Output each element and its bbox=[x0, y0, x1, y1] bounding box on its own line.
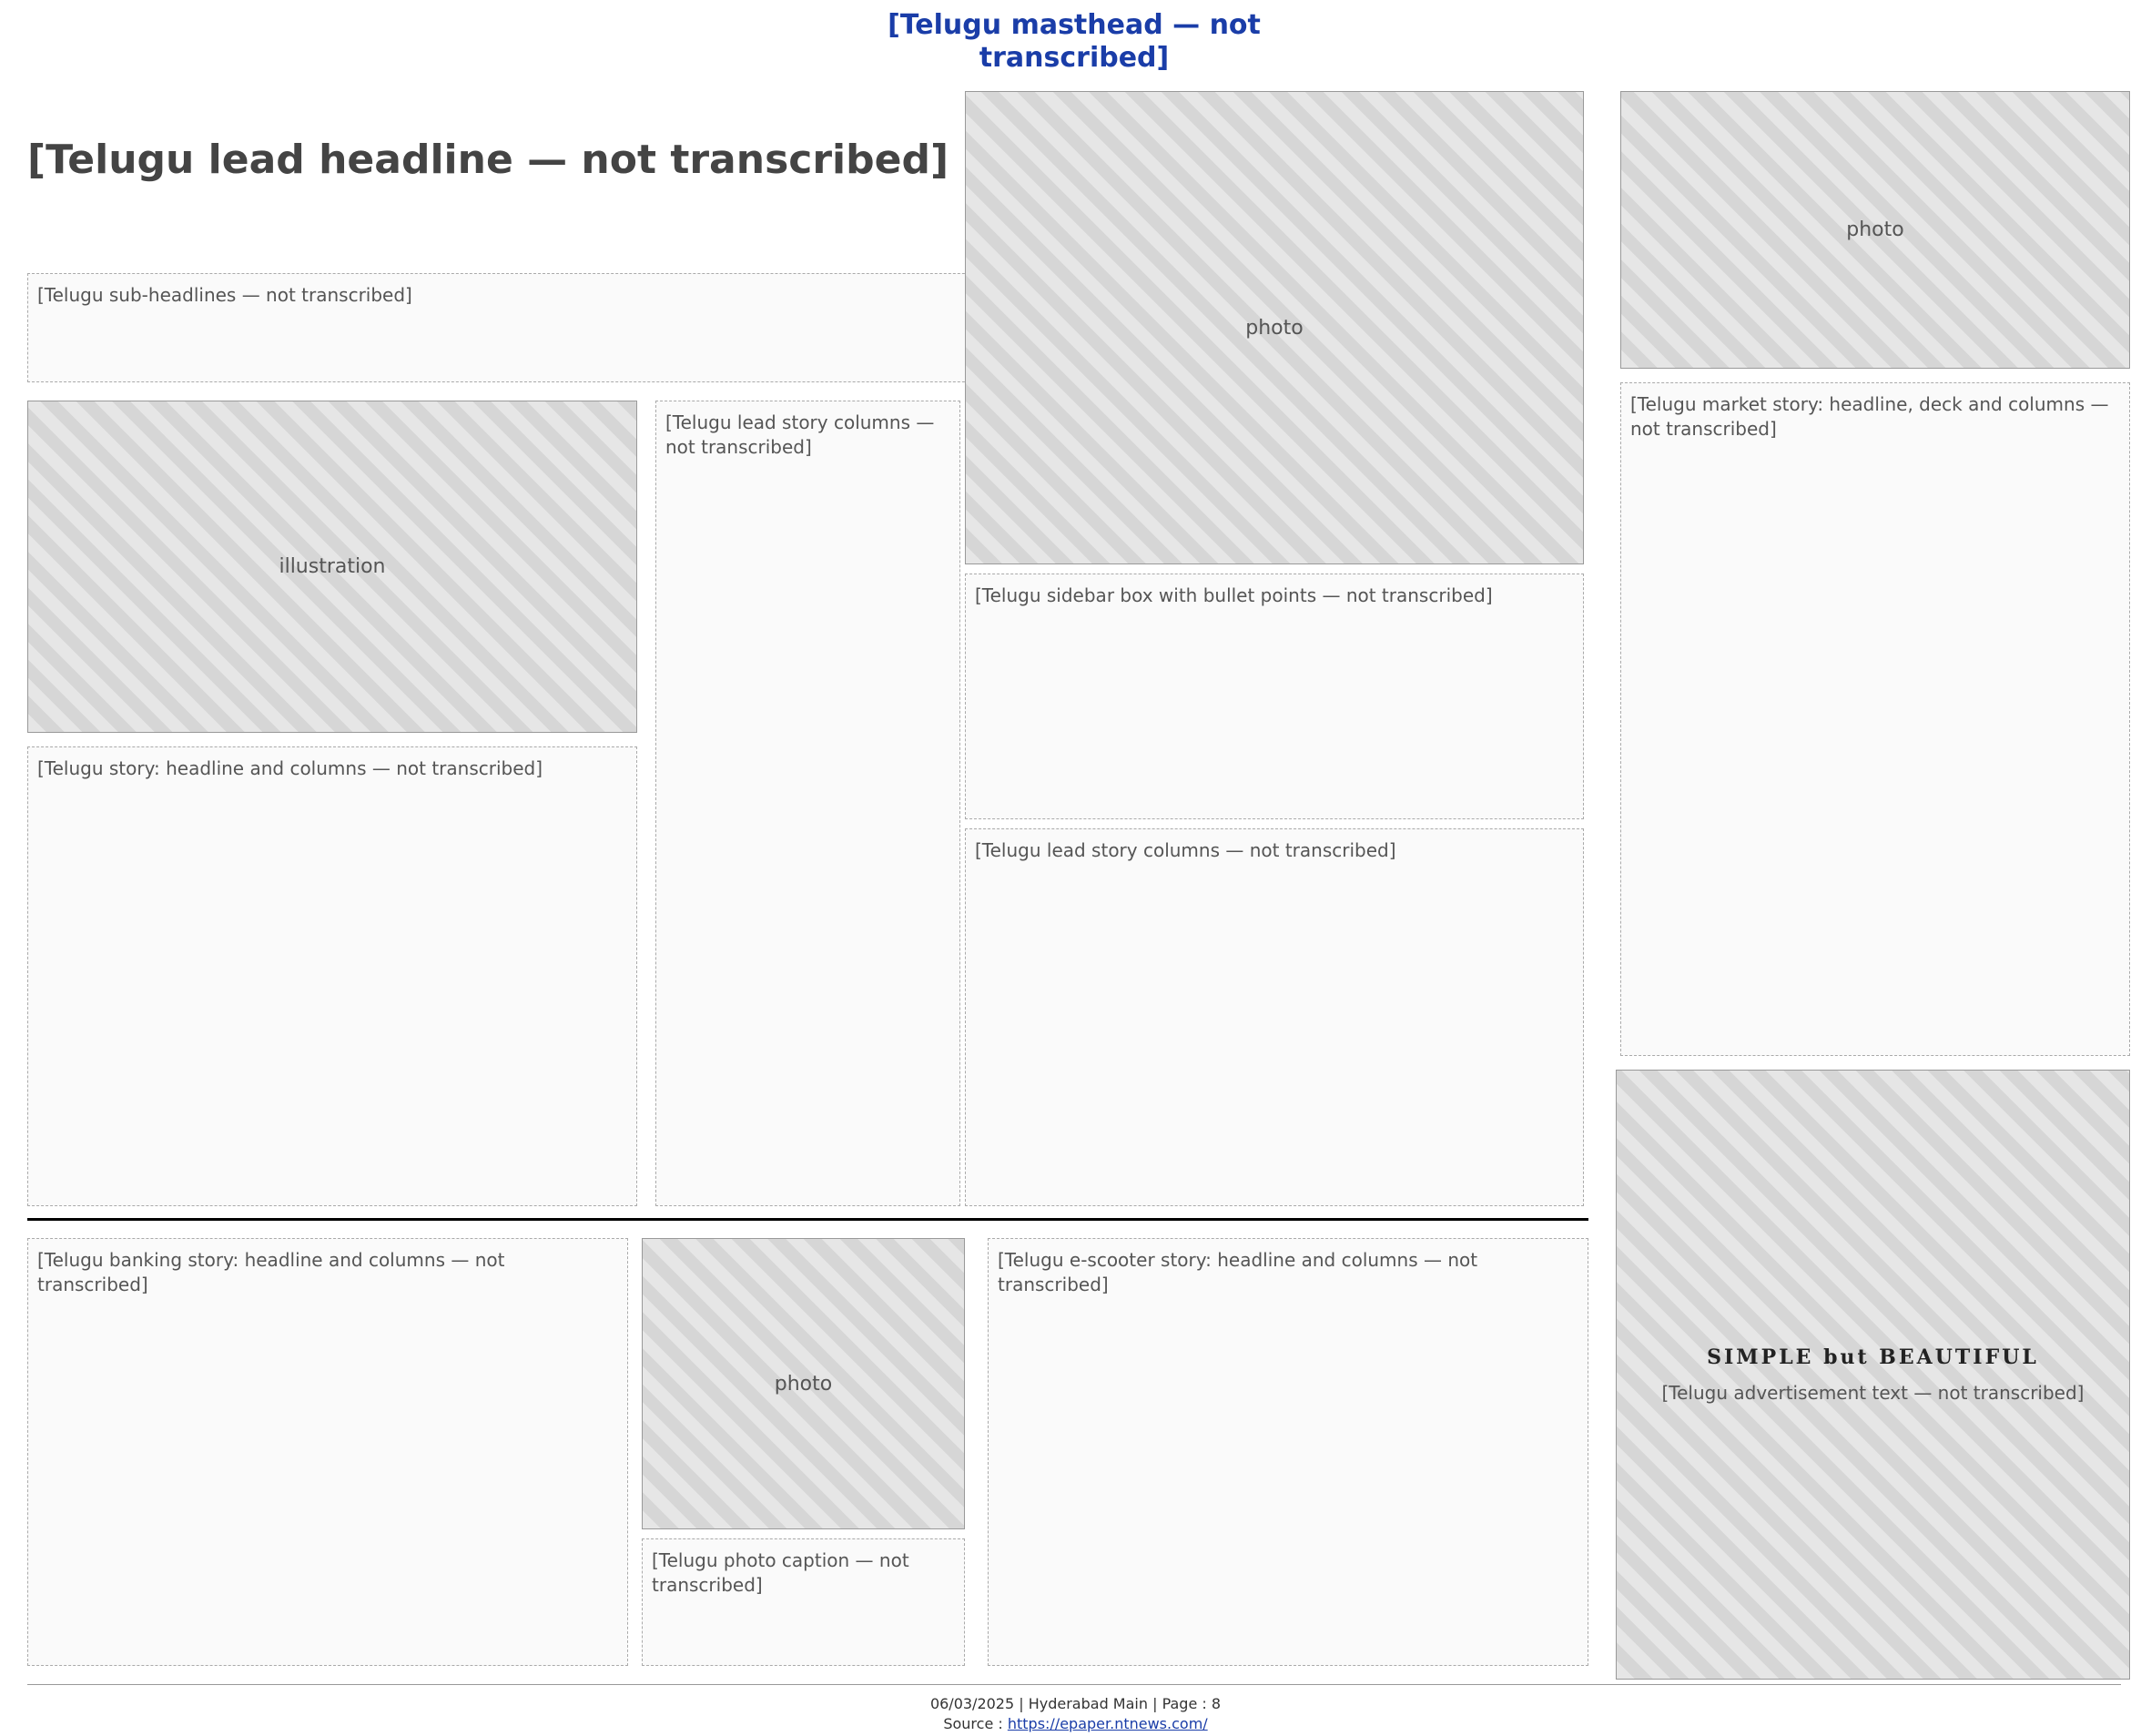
car-caption: [Telugu photo caption — not transcribed] bbox=[642, 1538, 965, 1666]
footer-source bbox=[0, 1715, 2151, 1732]
ad-text: [Telugu advertisement text — not transcribed] bbox=[1661, 1382, 2085, 1404]
scooter-story: [Telugu e-scooter story: headline and columns — not transcribed] bbox=[988, 1238, 1588, 1666]
trump-sidebar-box: [Telugu sidebar box with bullet points — not transcribed] bbox=[965, 574, 1584, 819]
masthead: [Telugu masthead — not transcribed] bbox=[888, 9, 1261, 74]
lead-deck: [Telugu sub-headlines — not transcribed] bbox=[27, 273, 1029, 382]
goyal-story: [Telugu story: headline and columns — not transcribed] bbox=[27, 746, 637, 1206]
lead-headline: [Telugu lead headline — not transcribed] bbox=[27, 137, 949, 183]
source-link[interactable]: https://epaper.ntnews.com/ bbox=[1007, 1715, 1208, 1732]
footer-rule bbox=[27, 1684, 2121, 1685]
banking-story: [Telugu banking story: headline and columns — not transcribed] bbox=[27, 1238, 628, 1666]
ad-tagline: SIMPLE but BEAUTIFUL bbox=[1707, 1345, 2039, 1369]
lead-body-continued: [Telugu lead story columns — not transcribed] bbox=[965, 828, 1584, 1206]
footer-edition: 06/03/2025 | Hyderabad Main | Page : 8 bbox=[929, 1695, 1222, 1712]
footer-source-label: Source : bbox=[943, 1715, 1008, 1732]
tariff-illustration: illustration bbox=[27, 401, 637, 733]
lead-body: [Telugu lead story columns — not transcribed] bbox=[655, 401, 960, 1206]
market-chart-photo: photo bbox=[1620, 91, 2130, 369]
section-divider bbox=[27, 1218, 1588, 1221]
market-story: [Telugu market story: headline, deck and columns — not transcribed] bbox=[1620, 382, 2130, 1056]
car-photo: photo bbox=[642, 1238, 965, 1529]
trump-photo: photo bbox=[965, 91, 1584, 564]
film-advertisement bbox=[1616, 1070, 2130, 1680]
